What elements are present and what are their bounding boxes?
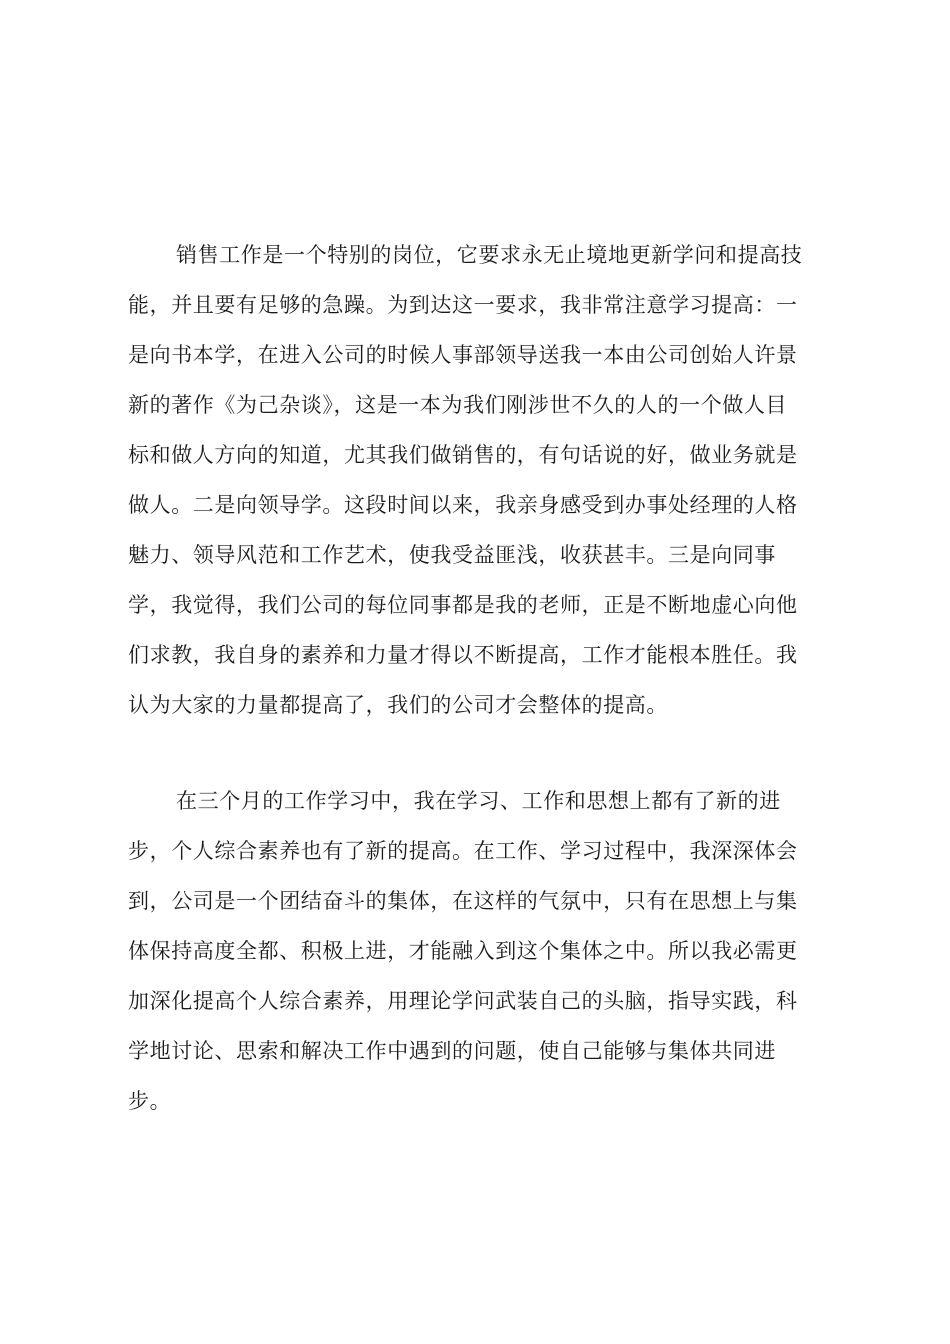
paragraph-line: 新的著作《为己杂谈》，这是一本为我们刚涉世不久的人的一个做人目 — [128, 393, 788, 417]
paragraph-line: 到，公司是一个团结奋斗的集体，在这样的气氛中，只有在思想上与集 — [128, 889, 798, 913]
paragraph-line: 在三个月的工作学习中，我在学习、工作和思想上都有了新的进 — [176, 789, 781, 813]
paragraph-line: 体保持高度全都、积极上进，才能融入到这个集体之中。所以我必需更 — [128, 939, 798, 963]
paragraph-line: 销售工作是一个特别的岗位，它要求永无止境地更新学问和提高技 — [176, 243, 803, 267]
paragraph-line: 能，并且要有足够的急躁。为到达这一要求，我非常注意学习提高：一 — [128, 293, 798, 317]
paragraph-line: 学，我觉得，我们公司的每位同事都是我的老师，正是不断地虚心向他 — [128, 593, 798, 617]
paragraph-line: 步。 — [128, 1089, 172, 1113]
paragraph-line: 标和做人方向的知道，尤其我们做销售的，有句话说的好，做业务就是 — [128, 443, 798, 467]
paragraph-line: 魅力、领导风范和工作艺术，使我受益匪浅，收获甚丰。三是向同事 — [128, 543, 776, 567]
paragraph-line: 步，个人综合素养也有了新的提高。在工作、学习过程中，我深深体会 — [128, 839, 798, 863]
paragraph-line: 做人。二是向领导学。这段时间以来，我亲身感受到办事处经理的人格 — [128, 493, 798, 517]
paragraph-line: 们求教，我自身的素养和力量才得以不断提高，工作才能根本胜任。我 — [128, 643, 798, 667]
paragraph-line: 学地讨论、思索和解决工作中遇到的问题，使自己能够与集体共同进 — [128, 1039, 776, 1063]
paragraph-line: 是向书本学，在进入公司的时候人事部领导送我一本由公司创始人许景 — [128, 343, 798, 367]
paragraph-line: 认为大家的力量都提高了，我们的公司才会整体的提高。 — [128, 693, 668, 717]
paragraph-three-months-progress — [128, 776, 828, 1126]
paragraph-sales-learning — [128, 230, 828, 730]
paragraph-line: 加深化提高个人综合素养，用理论学问武装自己的头脑，指导实践，科 — [128, 989, 798, 1013]
